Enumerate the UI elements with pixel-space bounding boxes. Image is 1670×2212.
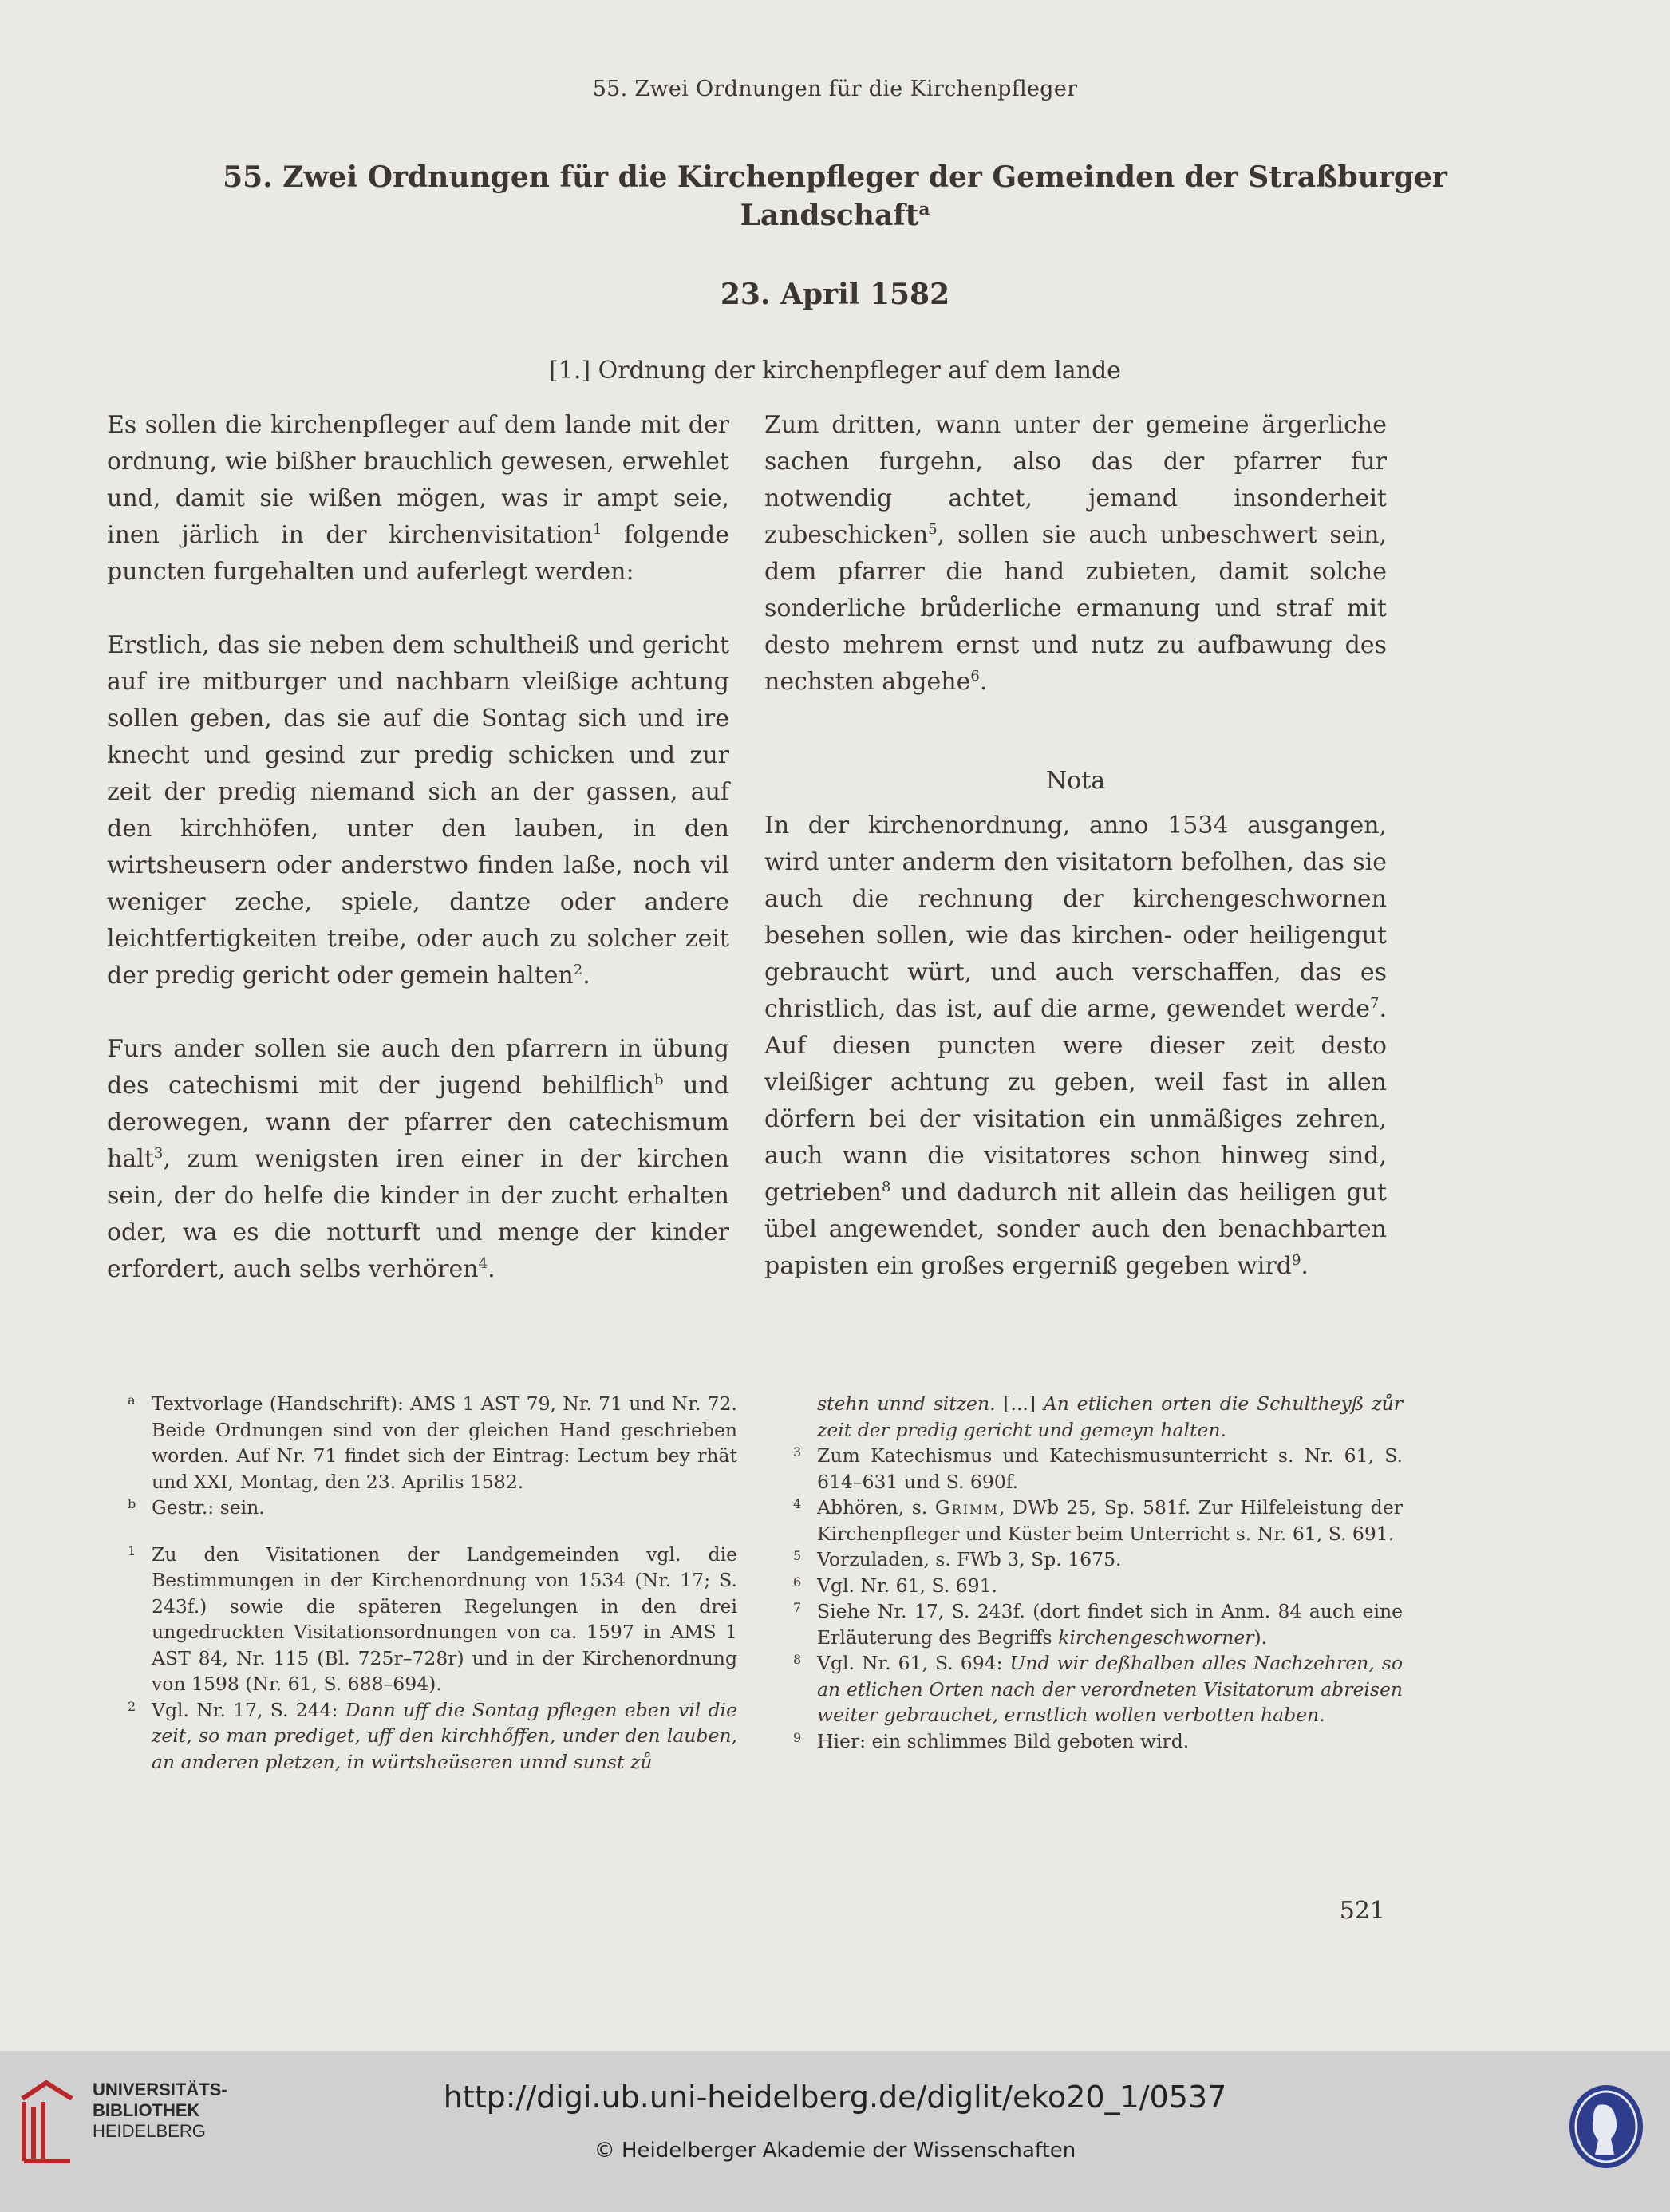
section-subheading: [1.] Ordnung der kirchenpfleger auf dem lande <box>549 357 1121 385</box>
footnote-ref: b <box>653 1072 664 1088</box>
footnote-ref: 4 <box>478 1255 488 1272</box>
footnote-item: 6 Vgl. Nr. 61, S. 691. <box>793 1574 997 1597</box>
footnote-item: a Textvorlage (Handschrift): AMS 1 AST 79, Nr. 71 und Nr. 72. Beide Ordnungen sind von der gleichen Hand geschrieben worden. Auf Nr. 71 findet sich der Eintrag: Lectum bey rhät und XXI, Montag, den 23. Aprilis 1582. <box>128 1392 737 1493</box>
document-date: 23. April 1582 <box>720 278 950 311</box>
left-text-column <box>107 407 729 1325</box>
title-line-1: 55. Zwei Ordnungen für die Kirchenpfleger der Gemeinden der Straßburger <box>223 160 1447 194</box>
footnote-ref: 5 <box>928 521 938 538</box>
footnote-item: 2 Vgl. Nr. 17, S. 244: Dann uff die Sontag pflegen eben vil die zeit, so man prediget, uff den kirchhőffen, under den lauben, an anderen pletzen, in würtsheüseren unnd sunst zů <box>128 1698 737 1773</box>
footnote-ref: 6 <box>970 668 980 685</box>
footnote-item: 5 Vorzuladen, s. FWb 3, Sp. 1675. <box>793 1548 1122 1570</box>
library-name: UNIVERSITÄTS- BIBLIOTHEK HEIDELBERG <box>93 2080 227 2141</box>
title-footnote-marker: a <box>918 199 930 219</box>
footnotes-left-column <box>107 1391 737 1775</box>
paragraph: Es sollen die kirchenpfleger auf dem lande mit der ordnung, wie bißher brauchlich gewesen, erwehlet und, damit sie wißen mögen, was ir ampt seie, inen järlich in der kirchenvisitation$^1$ folgende puncten furgehalten und auferlegt werden: <box>107 411 729 586</box>
paragraph: Furs ander sollen sie auch den pfarrern in übung des catechismi mit der jugend behilflich$^b$ und derowegen, wann der pfarrer den catechismum halt$^3$, zum wenigsten iren einer in der kirchen sein, der do helfe die kinder in der zucht erhalten oder, wa es die notturft und menge der kinder erfordert, auch selbs verhören$^4$. <box>107 1035 729 1283</box>
footnote-continuation: stehn unnd sitzen. [...] An etlichen orten die Schultheyß zůr zeit der predig gericht und gemeyn halten. <box>817 1392 1404 1441</box>
nota-heading: Nota <box>1045 767 1106 795</box>
right-text-column <box>764 407 1387 1321</box>
footnotes-right-column <box>772 1391 1403 1754</box>
paragraph: Zum dritten, wann unter der gemeine ärgerliche sachen furgehn, also das der pfarrer fur notwendig achtet, jemand insonderheit zubeschicken$^5$, sollen sie auch unbeschwert sein, dem pfarrer die hand zubieten, damit solche sonderliche brůderliche ermanung und straf mit desto mehrem ernst und nutz zu aufbawung des nechsten abgehe$^6$. <box>764 411 1387 696</box>
footnote-ref: 2 <box>573 962 583 978</box>
footnote-ref: 8 <box>881 1179 891 1195</box>
running-head: 55. Zwei Ordnungen für die Kirchenpfleger <box>592 77 1078 101</box>
title-line-2: Landschaft <box>740 199 919 232</box>
footnote-ref: 9 <box>1291 1252 1301 1269</box>
academy-seal-icon <box>1566 2083 1646 2171</box>
footnote-item: 7 Siehe Nr. 17, S. 243f. (dort findet sich in Anm. 84 auch eine Erläuterung des Begriffs kirchengeschworner). <box>793 1600 1403 1649</box>
footnote-item: 4 Abhören, s. Grimm, DWb 25, Sp. 581f. Zur Hilfeleistung der Kirchenpfleger und Küster beim Unterricht s. Nr. 61, S. 691. <box>793 1496 1403 1545</box>
digitization-footer <box>0 2051 1670 2212</box>
footnote-ref: 7 <box>1370 995 1380 1012</box>
paragraph: In der kirchenordnung, anno 1534 ausgangen, wird unter anderm den visitatorn befolhen, das sie auch die rechnung der kirchengeschwornen besehen sollen, wie das kirchen- oder heiligengut gebraucht würt, und auch verschaffen, das es christlich, das ist, auf die arme, gewendet werde$^7$. Auf diesen puncten were dieser zeit desto vleißiger achtung zu geben, weil fast in allen dörfern bei der visitation ein unmäßiges zehren, auch wann die visitatores schon hinweg sind, getrieben$^8$ und dadurch nit allein das heiligen gut übel angewendet, sonder auch den benachbarten papisten ein großes ergerniß gegeben wird$^9$. <box>764 812 1387 1280</box>
copyright-notice: © Heidelberger Akademie der Wissenschaften <box>594 2139 1076 2163</box>
permalink-url[interactable]: http://digi.ub.uni-heidelberg.de/diglit/eko20_1/0537 <box>443 2080 1227 2115</box>
footnote-item: 3 Zum Katechismus und Katechismusunterricht s. Nr. 61, S. 614–631 und S. 690f. <box>793 1444 1403 1493</box>
page-number: 521 <box>1339 1897 1385 1925</box>
paragraph: Erstlich, das sie neben dem schultheiß und gericht auf ire mitburger und nachbarn vleißige achtung sollen geben, das sie auf die Sontag sich und ire knecht und gesind zur predig schicken und zur zeit der predig niemand sich an der gassen, auf den kirchhöfen, unter den lauben, in den wirtsheusern oder anderstwo finden laße, noch vil weniger zeche, spiele, dantze oder andere leichtfertigkeiten treibe, oder auch zu solcher zeit der predig gericht oder gemein halten$^2$. <box>107 631 729 989</box>
footnote-item: b Gestr.: sein. <box>128 1496 265 1519</box>
footnote-item: 8 Vgl. Nr. 61, S. 694: Und wir deßhalben alles Nachzehren, so an etlichen Orten nach der verordneten Visitatorum abreisen weiter gebrauchet, ernstlich wollen verbotten haben. <box>793 1652 1403 1726</box>
footnote-ref: 3 <box>153 1145 164 1162</box>
document-title <box>120 158 1550 235</box>
footnote-ref: 1 <box>593 521 602 538</box>
footnote-item: 9 Hier: ein schlimmes Bild geboten wird. <box>793 1729 1190 1752</box>
footnote-item: 1 Zu den Visitationen der Landgemeinden vgl. die Bestimmungen in der Kirchenordnung von 1534 (Nr. 17; S. 243f.) sowie die späteren Regelungen in den drei ungedruckten Visitationsordnungen von ca. 1597 in AMS 1 AST 84, Nr. 115 (Bl. 725r–728r) und in der Kirchenordnung von 1598 (Nr. 61, S. 688–694). <box>128 1542 737 1695</box>
